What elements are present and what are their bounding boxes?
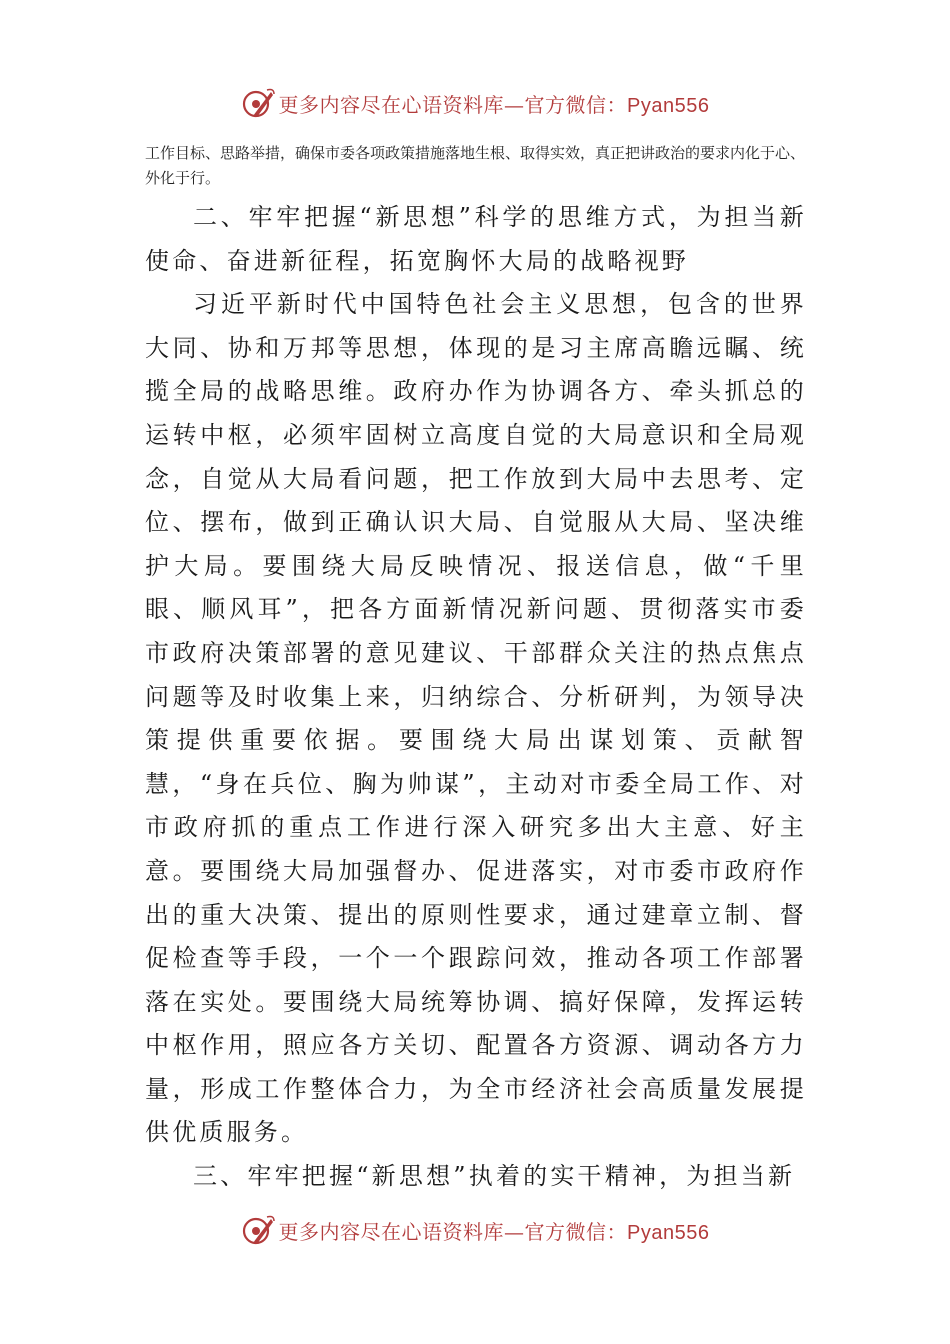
section-three-heading: 三、牢牢把握“新思想”执着的实干精神，为担当新 [193, 1162, 796, 1191]
footer-banner-text [279, 1216, 710, 1245]
header-watermark-banner [0, 83, 950, 123]
header-banner-text [279, 89, 710, 118]
quill-logo-icon [241, 86, 275, 120]
document-body [145, 196, 807, 1199]
intro-fragment-paragraph: 工作目标、思路举措，确保市委各项政策措施落地生根、取得实效，真正把讲政治的要求内化于心、外化于行。 [145, 144, 806, 187]
header-banner-label: 更多内容尽在心语资料库—官方微信： [278, 92, 628, 117]
quill-logo-icon [241, 1213, 275, 1247]
section-two-heading: 二、牢牢把握“新思想”科学的思维方式，为担当新使命、奋进新征程，拓宽胸怀大局的战略视野 [145, 203, 807, 275]
section-two-body-paragraph: 习近平新时代中国特色社会主义思想，包含的世界大同、协和万邦等思想，体现的是习主席高瞻远瞩、统揽全局的战略思维。政府办作为协调各方、牵头抓总的运转中枢，必须牢固树立高度自觉的大局意识和全局观念，自觉从大局看问题，把工作放到大局中去思考、定位、摆布，做到正确认识大局、自觉服从大局、坚决维护大局。要围绕大局反映情况、报送信息，做“千里眼、顺风耳”，把各方面新情况新问题、贯彻落实市委市政府决策部署的意见建议、干部群众关注的热点焦点问题等及时收集上来，归纳综合、分析研判，为领导决策提供重要依据。要围绕大局出谋划策、贡献智慧，“身在兵位、胸为帅谋”，主动对市委全局工作、对市政府抓的重点工作进行深入研究多出大主意、好主意。要围绕大局加强督办、促进落实，对市委市政府作出的重大决策、提出的原则性要求，通过建章立制、督促检查等手段，一个一个跟踪问效，推动各项工作部署落在实处。要围绕大局统筹协调、搞好保障，发挥运转中枢作用，照应各方关切、配置各方资源、调动各方力量，形成工作整体合力，为全市经济社会高质量发展提供优质服务。 [145, 290, 807, 1147]
footer-banner-label: 更多内容尽在心语资料库—官方微信： [278, 1219, 628, 1244]
header-wechat-id: Pyan556 [627, 94, 710, 117]
footer-watermark-banner [0, 1210, 950, 1250]
footer-wechat-id: Pyan556 [627, 1221, 710, 1244]
